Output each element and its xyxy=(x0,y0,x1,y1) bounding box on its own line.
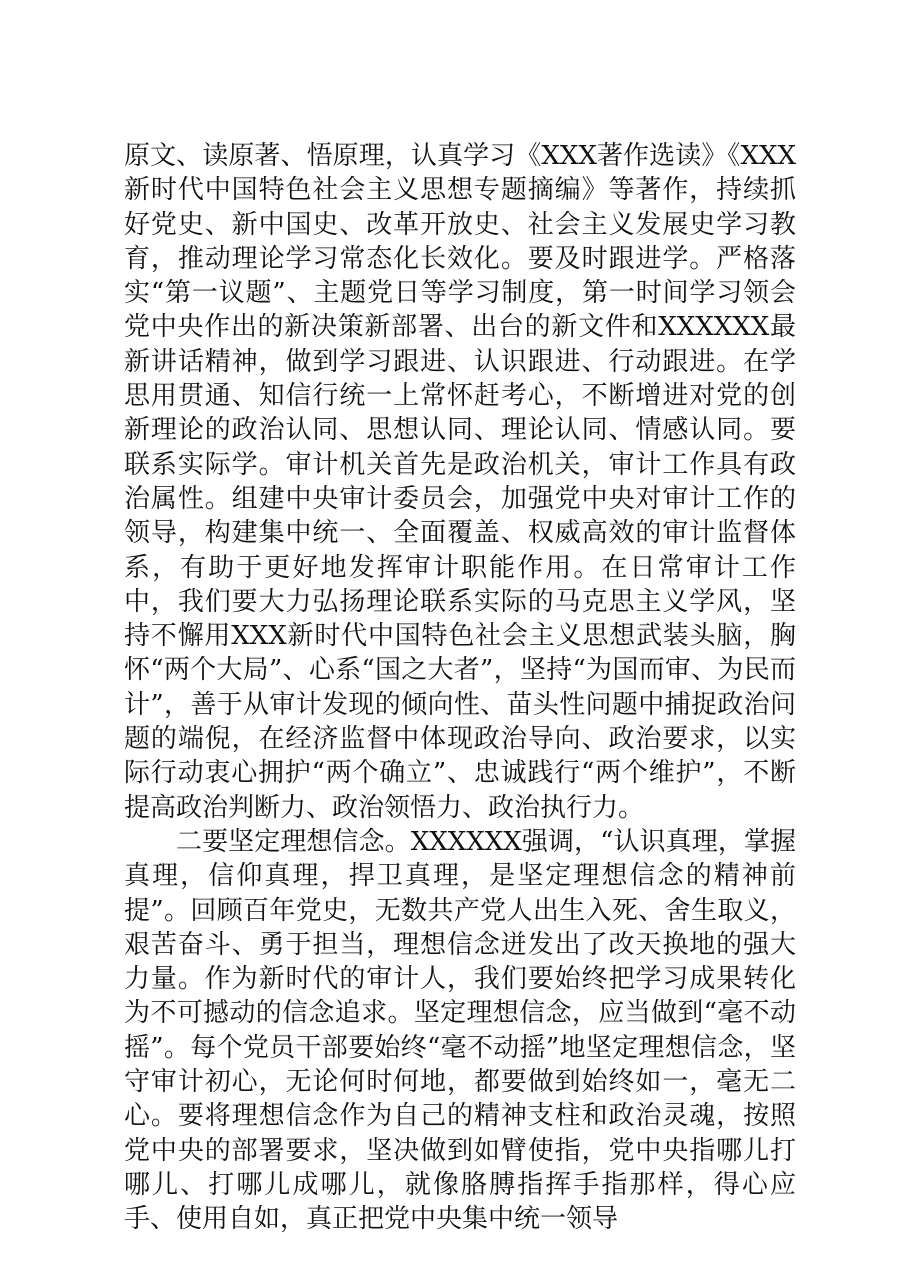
document-body xyxy=(124,139,796,1237)
paragraph-2: 二要坚定理想信念。XXXXXX强调，“认识真理，掌握真理，信仰真理，捍卫真理，是坚定理想信念的精神前提”。回顾百年党史，无数共产党人出生入死、舍生取义，艰苦奋斗、勇于担当，理想信念迸发出了改天换地的强大力量。作为新时代的审计人，我们要始终把学习成果转化为不可撼动的信念追求。坚定理想信念，应当做到“毫不动摇”。每个党员干部要始终“毫不动摇”地坚定理想信念，坚守审计初心，无论何时何地，都要做到始终如一，毫无二心。要将理想信念作为自己的精神支柱和政治灵魂，按照党中央的部署要求，坚决做到如臂使指，党中央指哪儿打哪儿、打哪儿成哪儿，就像胳膊指挥手指那样，得心应手、使用自如，真正把党中央集中统一领导 xyxy=(124,826,796,1235)
paragraph-1: 原文、读原著、悟原理，认真学习《XXX著作选读》《XXX新时代中国特色社会主义思想专题摘编》等著作，持续抓好党史、新中国史、改革开放史、社会主义发展史学习教育，推动理论学习常态化长效化。要及时跟进学。严格落实“第一议题”、主题党日等学习制度，第一时间学习领会党中央作出的新决策新部署、出台的新文件和XXXXXX最新讲话精神，做到学习跟进、认识跟进、行动跟进。在学思用贯通、知信行统一上常怀赶考心，不断增进对党的创新理论的政治认同、思想认同、理论认同、情感认同。要联系实际学。审计机关首先是政治机关，审计工作具有政治属性。组建中央审计委员会，加强党中央对审计工作的领导，构建集中统一、全面覆盖、权威高效的审计监督体系，有助于更好地发挥审计职能作用。在日常审计工作中，我们要大力弘扬理论联系实际的马克思主义学风，坚持不懈用XXX新时代中国特色社会主义思想武装头脑，胸怀“两个大局”、心系“国之大者”，坚持“为国而审、为民而计”，善于从审计发现的倾向性、苗头性问题中捕捉政治问题的端倪，在经济监督中体现政治导向、政治要求，以实际行动衷心拥护“两个确立”、忠诚践行“两个维护”，不断提高政治判断力、政治领悟力、政治执行力。 xyxy=(124,141,796,823)
